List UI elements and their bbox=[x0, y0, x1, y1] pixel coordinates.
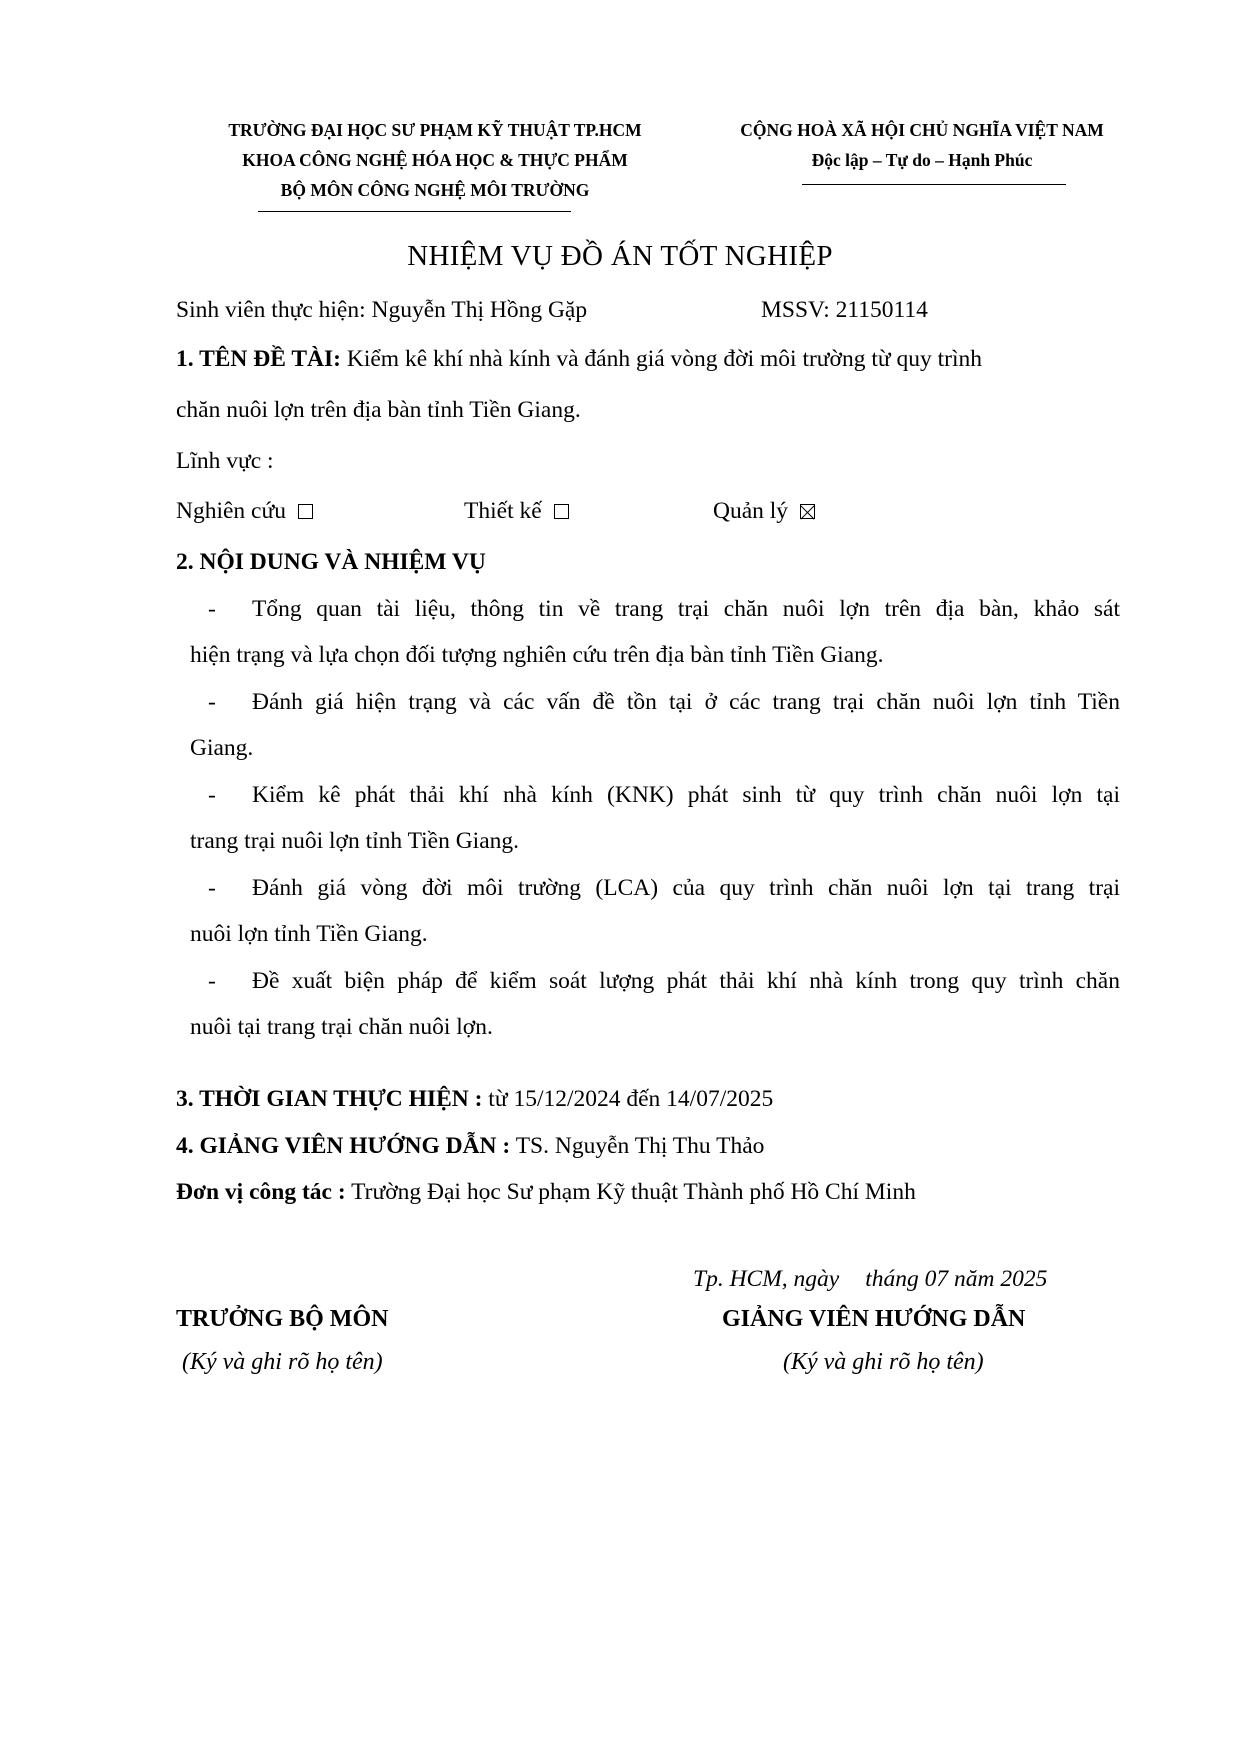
task-text-cont: nuôi tại trang trại chăn nuôi lợn. bbox=[190, 1014, 493, 1040]
department-head-note: (Ký và ghi rõ họ tên) bbox=[182, 1349, 383, 1375]
topic-line-1 bbox=[176, 343, 982, 375]
university-name: TRƯỜNG ĐẠI HỌC SƯ PHẠM KỸ THUẬT TP.HCM bbox=[228, 120, 642, 140]
dash: - bbox=[208, 596, 216, 622]
task-text-cont: hiện trạng và lựa chọn đối tượng nghiên cứu trên địa bàn tỉnh Tiền Giang. bbox=[190, 642, 884, 668]
date-suffix: tháng 07 năm 2025 bbox=[865, 1266, 1048, 1292]
faculty-name: KHOA CÔNG NGHỆ HÓA HỌC & THỰC PHẨM bbox=[242, 150, 628, 170]
date-prefix: Tp. HCM, ngày bbox=[693, 1266, 840, 1292]
timeline-row bbox=[176, 1083, 773, 1115]
task-text: Đánh giá vòng đời môi trường (LCA) của quy trình chăn nuôi lợn tại trang trại bbox=[252, 875, 1120, 901]
task-item-2 bbox=[190, 679, 1120, 771]
design-checkbox[interactable] bbox=[554, 504, 569, 519]
motto: Độc lập – Tự do – Hạnh Phúc bbox=[811, 150, 1033, 170]
right-header-underline bbox=[802, 184, 1066, 185]
student-id: 21150114 bbox=[835, 297, 928, 323]
supervisor-signature-title: GIẢNG VIÊN HƯỚNG DẪN bbox=[722, 1306, 1026, 1332]
date-line bbox=[693, 1263, 1047, 1295]
national-motto-header bbox=[712, 115, 1132, 175]
field-option-research[interactable] bbox=[176, 495, 313, 527]
dash: - bbox=[208, 875, 216, 901]
field-option-label: Nghiên cứu bbox=[176, 498, 286, 524]
dash: - bbox=[208, 782, 216, 808]
supervisor-name: TS. Nguyễn Thị Thu Thảo bbox=[515, 1133, 765, 1159]
field-label: Lĩnh vực : bbox=[176, 448, 274, 474]
task-item-1 bbox=[190, 586, 1120, 678]
topic-line-2 bbox=[176, 394, 581, 426]
management-checkbox[interactable] bbox=[800, 504, 815, 519]
topic-text-line2: chăn nuôi lợn trên địa bàn tỉnh Tiền Giang bbox=[176, 397, 575, 423]
student-id-row bbox=[761, 294, 928, 326]
task-text-cont: nuôi lợn tỉnh Tiền Giang. bbox=[190, 921, 428, 947]
dash: - bbox=[208, 689, 216, 715]
task-text: Đánh giá hiện trạng và các vấn đề tồn tại ở các trang trại chăn nuôi lợn tỉnh Tiền bbox=[252, 689, 1120, 715]
department-head-title: TRƯỞNG BỘ MÔN bbox=[176, 1306, 389, 1332]
workplace-heading: Đơn vị công tác : bbox=[176, 1179, 346, 1205]
field-option-management[interactable] bbox=[713, 495, 815, 527]
task-text: Đề xuất biện pháp để kiểm soát lượng phát thải khí nhà kính trong quy trình chăn bbox=[252, 968, 1120, 994]
topic-text-end: . bbox=[574, 397, 581, 423]
field-option-label: Thiết kế bbox=[464, 498, 542, 524]
dash: - bbox=[208, 968, 216, 994]
workplace-text: Trường Đại học Sư phạm Kỹ thuật Thành phố Hồ Chí Minh bbox=[351, 1179, 916, 1205]
left-header-underline bbox=[258, 211, 571, 212]
field-option-label: Quản lý bbox=[713, 498, 789, 524]
timeline-heading: 3. THỜI GIAN THỰC HIỆN : bbox=[176, 1086, 483, 1112]
task-item-5 bbox=[190, 958, 1120, 1050]
institution-header bbox=[190, 115, 680, 205]
research-checkbox[interactable] bbox=[298, 504, 313, 519]
task-text: Kiểm kê phát thải khí nhà kính (KNK) phát sinh từ quy trình chăn nuôi lợn tại bbox=[252, 782, 1120, 808]
content-heading: 2. NỘI DUNG VÀ NHIỆM VỤ bbox=[176, 549, 486, 575]
topic-text-line1: Kiểm kê khí nhà kính và đánh giá vòng đời môi trường từ quy trình bbox=[346, 346, 982, 372]
field-option-design[interactable] bbox=[464, 495, 569, 527]
workplace-row bbox=[176, 1176, 916, 1208]
department-name: BỘ MÔN CÔNG NGHỆ MÔI TRƯỜNG bbox=[280, 180, 590, 200]
topic-heading: 1. TÊN ĐỀ TÀI: bbox=[176, 346, 341, 372]
supervisor-row bbox=[176, 1130, 764, 1162]
student-name: Nguyễn Thị Hồng Gặp bbox=[371, 297, 588, 323]
task-text-cont: trang trại nuôi lợn tỉnh Tiền Giang. bbox=[190, 828, 520, 854]
supervisor-signature-note: (Ký và ghi rõ họ tên) bbox=[783, 1349, 984, 1375]
student-row bbox=[176, 294, 587, 326]
task-text-cont: Giang. bbox=[190, 735, 254, 761]
country-name: CỘNG HOÀ XÃ HỘI CHỦ NGHĨA VIỆT NAM bbox=[740, 120, 1104, 140]
page-title: NHIỆM VỤ ĐỒ ÁN TỐT NGHIỆP bbox=[407, 240, 833, 272]
supervisor-heading: 4. GIẢNG VIÊN HƯỚNG DẪN : bbox=[176, 1133, 511, 1159]
task-item-4 bbox=[190, 865, 1120, 957]
timeline-text: từ 15/12/2024 đến 14/07/2025 bbox=[488, 1086, 774, 1112]
task-item-3 bbox=[190, 772, 1120, 864]
student-id-label: MSSV: bbox=[761, 297, 830, 323]
student-label: Sinh viên thực hiện: bbox=[176, 297, 366, 323]
task-text: Tổng quan tài liệu, thông tin về trang trại chăn nuôi lợn trên địa bàn, khảo sát bbox=[252, 596, 1120, 622]
